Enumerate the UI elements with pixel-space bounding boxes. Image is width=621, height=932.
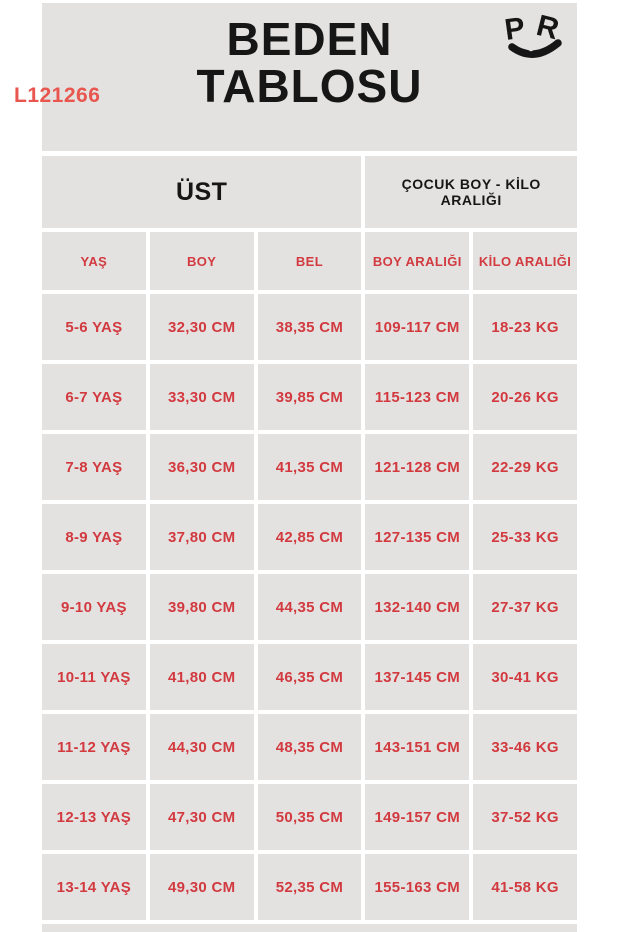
column-header-2: BOY xyxy=(150,232,254,290)
table-cell-r3-c2: 36,30 CM xyxy=(150,434,254,500)
table-cell-r4-c5: 25-33 KG xyxy=(473,504,577,570)
table-cell-r5-c5: 27-37 KG xyxy=(473,574,577,640)
column-header-3: BEL xyxy=(258,232,362,290)
table-cell-r2-c4: 115-123 CM xyxy=(365,364,469,430)
pr-smiley-logo-icon xyxy=(495,9,575,65)
table-cell-r5-c4: 132-140 CM xyxy=(365,574,469,640)
table-cell-r1-c4: 109-117 CM xyxy=(365,294,469,360)
column-header-1: YAŞ xyxy=(42,232,146,290)
table-cell-r4-c4: 127-135 CM xyxy=(365,504,469,570)
table-cell-r6-c1: 10-11 YAŞ xyxy=(42,644,146,710)
table-cell-r3-c4: 121-128 CM xyxy=(365,434,469,500)
page-header xyxy=(42,3,577,151)
table-cell-r5-c3: 44,35 CM xyxy=(258,574,362,640)
table-cell-r6-c3: 46,35 CM xyxy=(258,644,362,710)
table-cell-r9-c1: 13-14 YAŞ xyxy=(42,854,146,920)
table-cell-r6-c5: 30-41 KG xyxy=(473,644,577,710)
table-cell-r7-c2: 44,30 CM xyxy=(150,714,254,780)
table-cell-r3-c1: 7-8 YAŞ xyxy=(42,434,146,500)
table-cell-r4-c1: 8-9 YAŞ xyxy=(42,504,146,570)
table-cell-r1-c2: 32,30 CM xyxy=(150,294,254,360)
table-cell-r6-c2: 41,80 CM xyxy=(150,644,254,710)
column-header-5: KİLO ARALIĞI xyxy=(473,232,577,290)
table-cell-r6-c4: 137-145 CM xyxy=(365,644,469,710)
size-table xyxy=(42,156,577,920)
group-header-1: ÜST xyxy=(42,156,361,228)
table-cell-r3-c5: 22-29 KG xyxy=(473,434,577,500)
table-cell-r3-c3: 41,35 CM xyxy=(258,434,362,500)
product-code-label: L121266 xyxy=(14,84,101,107)
table-cell-r8-c2: 47,30 CM xyxy=(150,784,254,850)
group-header-2: ÇOCUK BOY - KİLO ARALIĞI xyxy=(365,156,577,228)
table-cell-r2-c1: 6-7 YAŞ xyxy=(42,364,146,430)
table-cell-r1-c5: 18-23 KG xyxy=(473,294,577,360)
column-header-4: BOY ARALIĞI xyxy=(365,232,469,290)
table-cell-r8-c1: 12-13 YAŞ xyxy=(42,784,146,850)
table-cell-r8-c4: 149-157 CM xyxy=(365,784,469,850)
table-cell-r1-c1: 5-6 YAŞ xyxy=(42,294,146,360)
table-cell-r5-c2: 39,80 CM xyxy=(150,574,254,640)
table-cell-r4-c2: 37,80 CM xyxy=(150,504,254,570)
table-cell-r5-c1: 9-10 YAŞ xyxy=(42,574,146,640)
page-title-line2: TABLOSU xyxy=(196,59,423,112)
table-cell-r8-c5: 37-52 KG xyxy=(473,784,577,850)
table-cell-r9-c4: 155-163 CM xyxy=(365,854,469,920)
table-cell-r1-c3: 38,35 CM xyxy=(258,294,362,360)
page-title-line1: BEDEN xyxy=(226,13,393,65)
table-cell-r7-c5: 33-46 KG xyxy=(473,714,577,780)
table-cell-r7-c3: 48,35 CM xyxy=(258,714,362,780)
table-cell-r4-c3: 42,85 CM xyxy=(258,504,362,570)
logo-smile-notch xyxy=(528,45,534,51)
table-cell-r8-c3: 50,35 CM xyxy=(258,784,362,850)
table-cell-r7-c4: 143-151 CM xyxy=(365,714,469,780)
table-cell-r9-c5: 41-58 KG xyxy=(473,854,577,920)
logo-letter-r: R xyxy=(533,9,563,47)
table-cell-r9-c2: 49,30 CM xyxy=(150,854,254,920)
table-cell-r2-c3: 39,85 CM xyxy=(258,364,362,430)
table-cell-r9-c3: 52,35 CM xyxy=(258,854,362,920)
logo-letter-p: P xyxy=(502,11,527,47)
table-cell-r2-c2: 33,30 CM xyxy=(150,364,254,430)
content-panel xyxy=(42,3,577,932)
table-cell-r7-c1: 11-12 YAŞ xyxy=(42,714,146,780)
table-cell-r2-c5: 20-26 KG xyxy=(473,364,577,430)
